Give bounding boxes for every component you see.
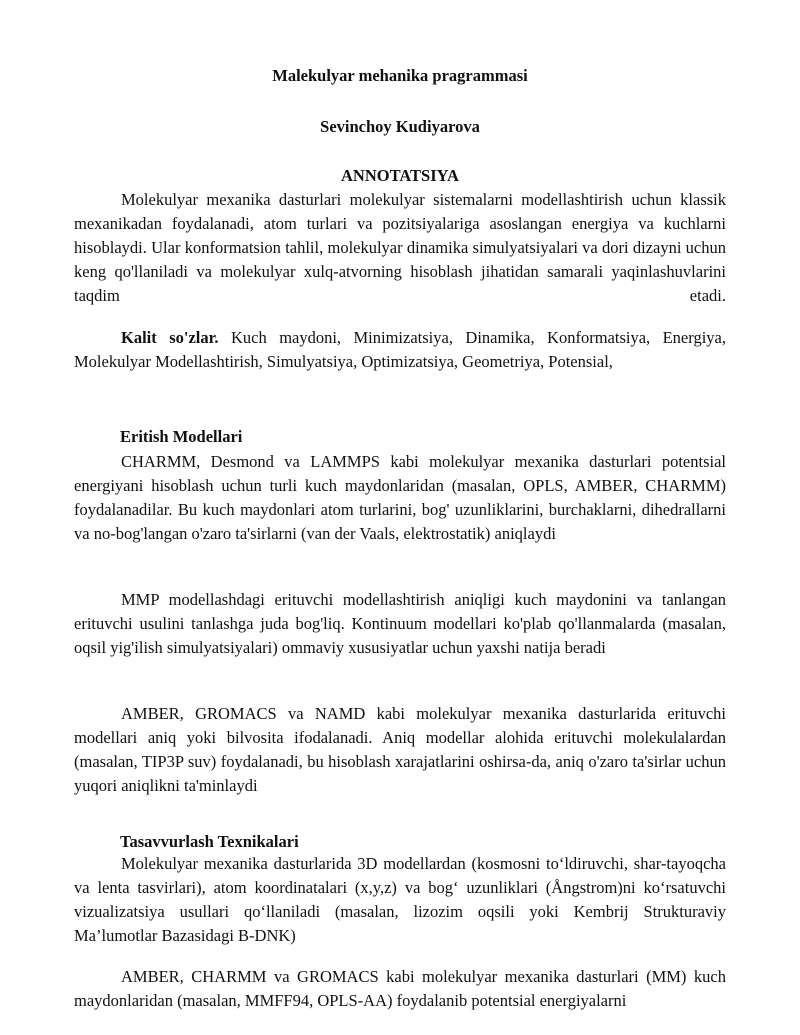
section1-paragraph-2: MMP modellashdagi erituvchi modellashtirish aniqligi kuch maydonini va tanlangan erituvchi usulini tanlashga juda bog'liq. Kontinuum modellari ko'plab qo'llanmalarda (masalan, oqsil yig'ilish simulyatsiyalari) ommaviy xususiyatlar uchun yaxshi natija beradi — [74, 590, 726, 657]
section1-paragraph-1: CHARMM, Desmond va LAMMPS kabi molekulyar mexanika dasturlari potentsial energiyani hisoblash uchun turli kuch maydonlaridan (masalan, OPLS, AMBER, CHARMM) foydalanadilar. Bu kuch maydonlari atom turlarini, bog' uzunliklarini, burchaklarni, dihedrallarni va no-bog'langan o'zaro ta'sirlarni (van der Vaals, elektrostatik) aniqlaydi — [74, 452, 726, 543]
keywords-label: Kalit so'zlar. — [121, 328, 219, 347]
document-title: Malekulyar mehanika pragrammasi — [272, 66, 528, 85]
section1-paragraph-3: AMBER, GROMACS va NAMD kabi molekulyar mexanika dasturlarida erituvchi modellari aniq yoki bilvosita ifodalanadi. Aniq modellar alohida erituvchi molekulalardan (masalan, TIP3P suv) foydalanadi, bu hisoblash xarajatlarini oshirsa-da, aniq o'zaro ta'sirlar uchun yuqori aniqlikni ta'minlaydi — [74, 704, 726, 795]
section2-paragraph-1: Molekulyar mexanika dasturlarida 3D modellardan (kosmosni to‘ldiruvchi, shar-tayoqcha va lenta tasvirlari), atom koordinatalari (x,y,z) va bog‘ uzunliklari (Ångstrom)ni ko‘rsatuvchi vizualizatsiya usullari qo‘llaniladi (masalan, lizozim oqsili yoki Kembrij Strukturaviy Ma’lumotlar Bazasidagi B-DNK) — [74, 854, 726, 945]
abstract-heading: ANNOTATSIYA — [341, 166, 459, 185]
keywords-text: Kuch maydoni, Minimizatsiya, Dinamika, Konformatsiya, Energiya, Molekulyar Modellashtirish, Simulyatsiya, Optimizatsiya, Geometriya, Potensial, — [74, 328, 726, 371]
section-heading-tasavvurlash-texnikalari: Tasavvurlash Texnikalari — [120, 832, 299, 851]
abstract-paragraph — [74, 188, 726, 308]
document-author: Sevinchoy Kudiyarova — [320, 117, 480, 136]
keywords-paragraph — [74, 326, 726, 374]
section2-paragraph-2: AMBER, CHARMM va GROMACS kabi molekulyar mexanika dasturlari (MM) kuch maydonlaridan (masalan, MMFF94, OPLS-AA) foydalanib potentsial energiyalarni — [74, 967, 726, 1010]
section-heading-eritish-modellari: Eritish Modellari — [120, 427, 243, 446]
abstract-text: Molekulyar mexanika dasturlari molekulyar sistemalarni modellashtirish uchun klassik mexanikadan foydalanadi, atom turlari va pozitsiyalariga asoslangan energiya va kuchlarni hisoblaydi. Ular konformatsion tahlil, molekulyar dinamika simulyatsiyalari va dori dizayni uchun keng qo'llaniladi va molekulyar xulq-atvorning hisoblash jihatidan samarali yaqinlashuvlarini taqdim etadi. — [74, 190, 726, 305]
